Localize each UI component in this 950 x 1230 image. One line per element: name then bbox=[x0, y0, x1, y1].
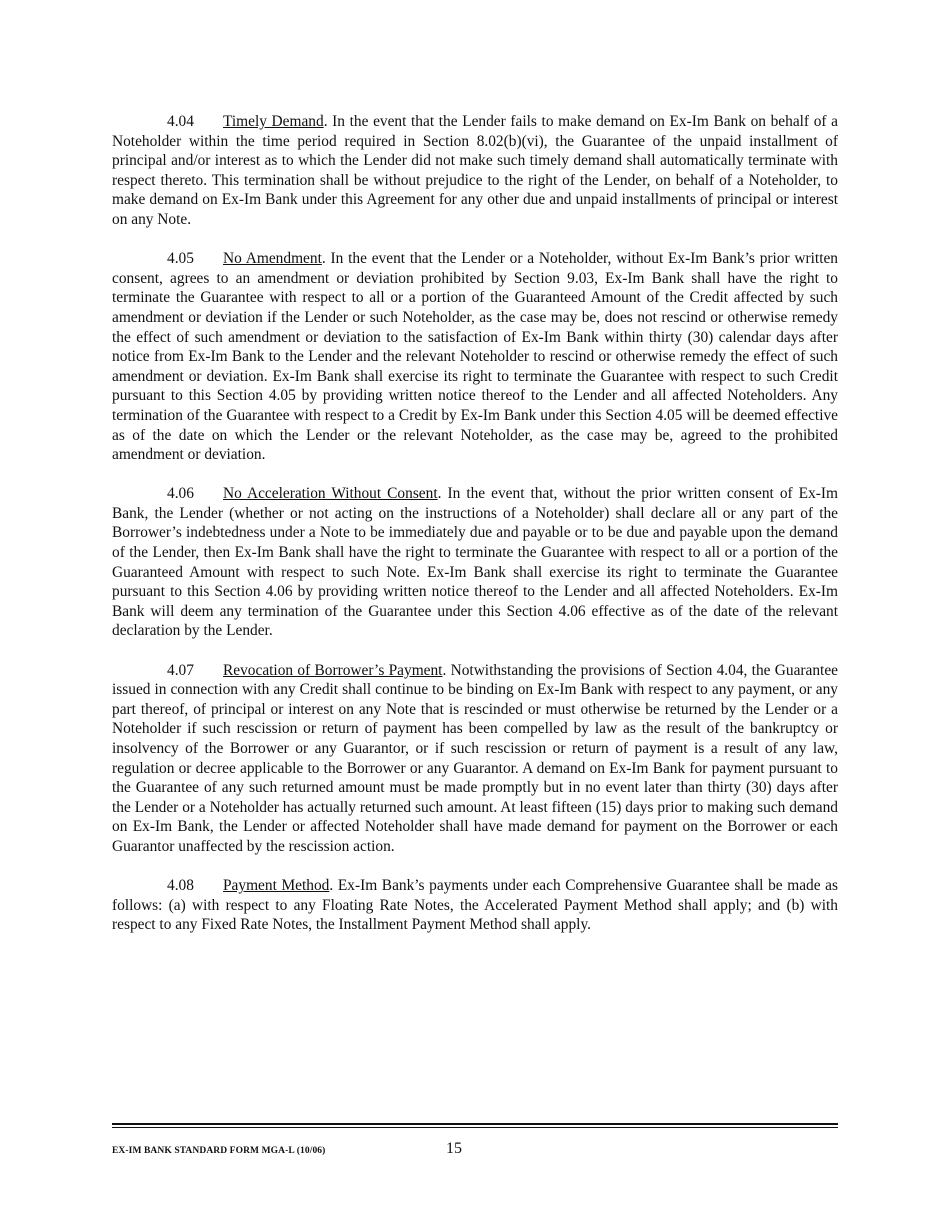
section-4-06 bbox=[112, 484, 838, 641]
section-4-08 bbox=[112, 876, 838, 935]
footer-rule-thin bbox=[112, 1127, 838, 1128]
section-number: 4.06 bbox=[167, 485, 194, 503]
section-heading: No Acceleration Without Consent bbox=[223, 485, 438, 503]
section-4-07 bbox=[112, 661, 838, 857]
page-number: 15 bbox=[446, 1140, 462, 1157]
section-number: 4.07 bbox=[167, 661, 194, 679]
section-number: 4.08 bbox=[167, 877, 194, 895]
section-text: . Ex-Im Bank’s payments under each Comprehensive Guarantee shall be made as follows: (a) with respect to any Floating Rate Notes, the Accelerated Payment Method shall apply; and (b) with respect to any Fixed Rate Notes, the Installment Payment Method shall apply. bbox=[112, 877, 838, 934]
section-4-04 bbox=[112, 112, 838, 230]
section-text: . Notwithstanding the provisions of Section 4.04, the Guarantee issued in connection with any Credit shall continue to be binding on Ex-Im Bank with respect to any payment, or any part thereof, of principal or interest on any Note that is rescinded or must otherwise be returned by the Lender or a Noteholder if such rescission or return of payment has been compelled by law as the result of the bankruptcy or insolvency of the Borrower or any Guarantor, or if such rescission or return of payment is a result of any law, regulation or decree applicable to the Borrower or any Guarantor. A demand on Ex-Im Bank for payment pursuant to the Guarantee of any such returned amount must be made promptly but in no event later than thirty (30) days after the Lender or a Noteholder has actually returned such amount. At least fifteen (15) days prior to making such demand on Ex-Im Bank, the Lender or affected Noteholder shall have made demand for payment on the Borrower or each Guarantor unaffected by the rescission action. bbox=[112, 661, 838, 855]
section-heading: No Amendment bbox=[223, 250, 322, 268]
section-number: 4.04 bbox=[167, 113, 194, 130]
footer-rule bbox=[112, 1123, 838, 1125]
section-text: . In the event that the Lender fails to make demand on Ex-Im Bank on behalf of a Noteholder within the time period required in Section 8.02(b)(vi), the Guarantee of the unpaid installment of principal and/or interest as to which the Lender did not make such timely demand shall automatically terminate with respect thereto. This termination shall be without prejudice to the right of the Lender, on behalf of a Noteholder, to make demand on Ex-Im Bank under this Agreement for any other due and unpaid installments of principal or interest on any Note. bbox=[112, 113, 838, 228]
section-4-05 bbox=[112, 249, 838, 465]
footer-form-label: EX-IM BANK STANDARD FORM MGA-L (10/06) bbox=[112, 1146, 326, 1156]
section-number: 4.05 bbox=[167, 250, 194, 268]
section-text: . In the event that, without the prior written consent of Ex-Im Bank, the Lender (whether or not acting on the instructions of a Noteholder) shall declare all or any part of the Borrower’s indebtedness under a Note to be immediately due and payable or to be due and payable upon the demand of the Lender, then Ex-Im Bank shall have the right to terminate the Guarantee with respect to all or a portion of the Guaranteed Amount with respect to such Note. Ex-Im Bank shall exercise its right to terminate the Guarantee pursuant to this Section 4.06 by providing written notice thereof to the Lender and all affected Noteholders. Ex-Im Bank will deem any termination of the Guarantee under this Section 4.06 effective as of the date of the relevant declaration by the Lender. bbox=[112, 485, 838, 640]
section-heading: Payment Method bbox=[223, 877, 330, 895]
section-heading: Revocation of Borrower’s Payment bbox=[223, 661, 443, 679]
section-heading: Timely Demand bbox=[223, 113, 324, 130]
document-body bbox=[112, 112, 838, 955]
section-text: . In the event that the Lender or a Noteholder, without Ex-Im Bank’s prior written consent, agrees to an amendment or deviation prohibited by Section 9.03, Ex-Im Bank shall have the right to terminate the Guarantee with respect to all or a portion of the Guaranteed Amount of the Credit affected by such amendment or deviation if the Lender or such Noteholder, as the case may be, does not rescind or otherwise remedy the effect of such amendment or deviation to the satisfaction of Ex-Im Bank within thirty (30) calendar days after notice from Ex-Im Bank to the Lender and the relevant Noteholder to rescind or otherwise remedy the effect of such amendment or deviation. Ex-Im Bank shall exercise its right to terminate the Guarantee with respect to such Credit pursuant to this Section 4.05 by providing written notice thereof to the Lender and all affected Noteholders. Any termination of the Guarantee with respect to a Credit by Ex-Im Bank under this Section 4.05 will be deemed effective as of the date on which the Lender or the relevant Noteholder, as the case may be, agreed to the prohibited amendment or deviation. bbox=[112, 250, 838, 464]
